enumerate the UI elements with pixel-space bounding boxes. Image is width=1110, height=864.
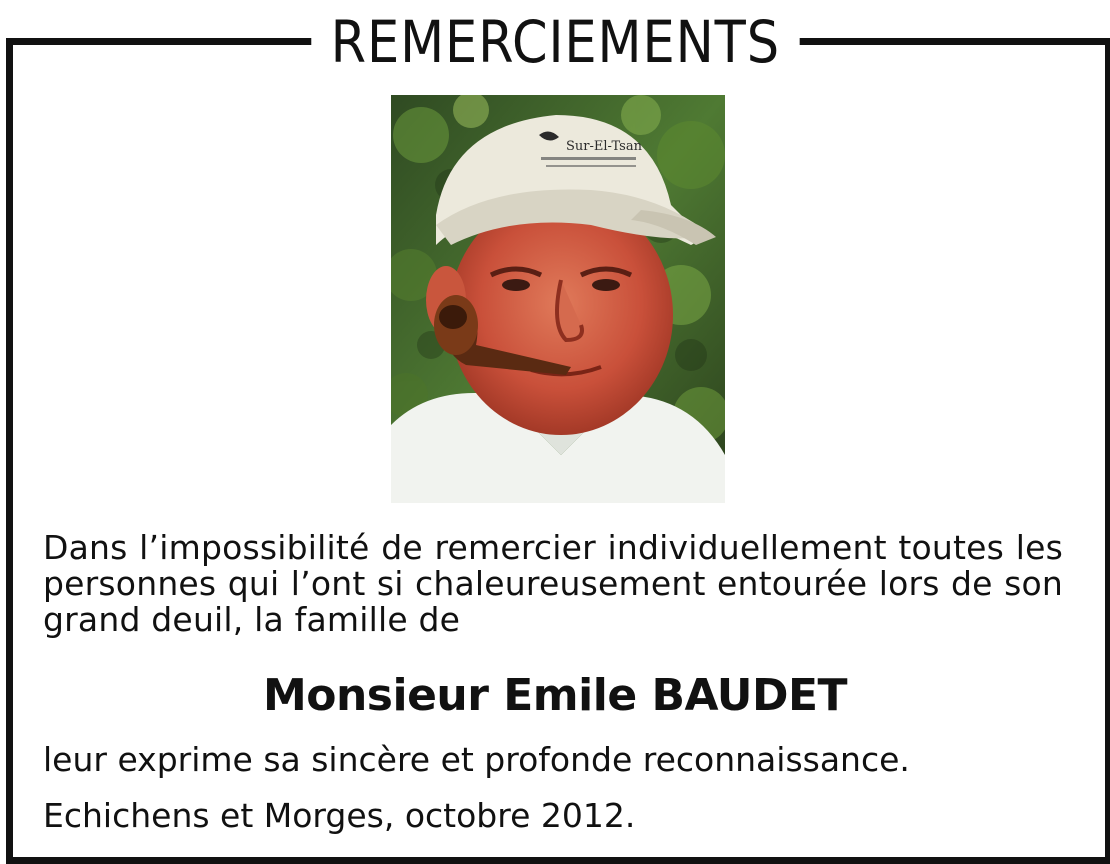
deceased-name: Monsieur Emile BAUDET xyxy=(262,670,848,721)
portrait-illustration xyxy=(391,95,725,503)
cap-logo-text: Sur-El-Tsan xyxy=(566,139,642,154)
intro-paragraph xyxy=(43,530,1063,638)
title-wrap xyxy=(0,0,1110,90)
intro-text: Dans l’impossibilité de remercier individuellement toutes les personnes qui l’ont si chaleureusement entourée lors de son grand deuil, la famille de xyxy=(43,528,1063,639)
notice-title: REMERCIEMENTS xyxy=(311,0,799,90)
place-date-line: Echichens et Morges, octobre 2012. xyxy=(43,796,636,835)
thanks-line: leur exprime sa sincère et profonde reconnaissance. xyxy=(43,740,910,779)
portrait-photo xyxy=(391,95,725,503)
